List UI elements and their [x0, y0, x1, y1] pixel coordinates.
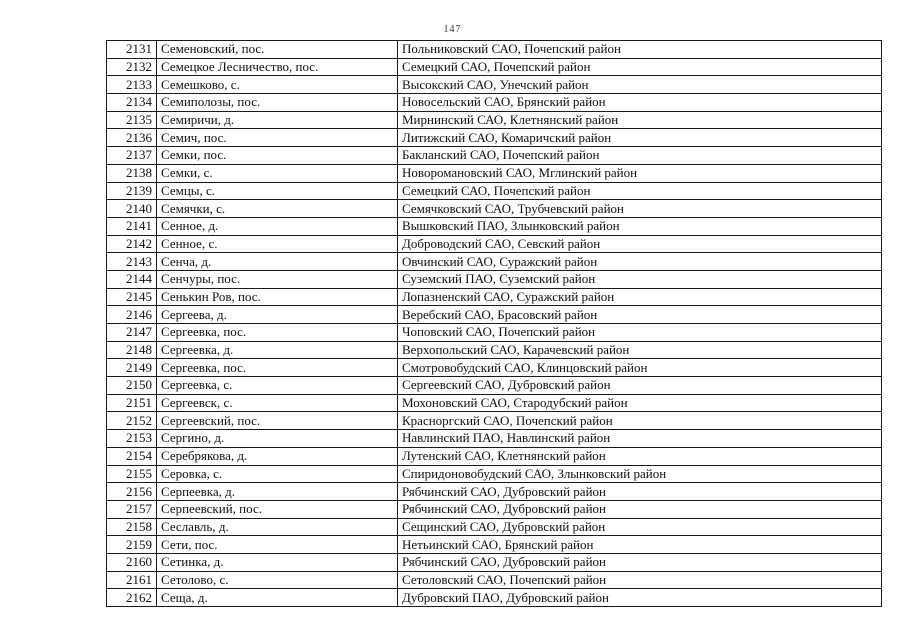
- row-number: 2149: [107, 359, 157, 377]
- table-row: [107, 465, 882, 483]
- settlement-name: Сетолово, с.: [157, 571, 398, 589]
- table-row: [107, 164, 882, 182]
- district-name: Лопазненский САО, Суражский район: [398, 288, 882, 306]
- table-row: [107, 200, 882, 218]
- district-name: Бакланский САО, Почепский район: [398, 147, 882, 165]
- row-number: 2142: [107, 235, 157, 253]
- settlement-name: Сергеевка, пос.: [157, 324, 398, 342]
- table-row: [107, 58, 882, 76]
- row-number: 2148: [107, 341, 157, 359]
- row-number: 2137: [107, 147, 157, 165]
- settlement-name: Сенча, д.: [157, 253, 398, 271]
- settlement-name: Серебрякова, д.: [157, 447, 398, 465]
- district-name: Суземский ПАО, Суземский район: [398, 270, 882, 288]
- row-number: 2151: [107, 394, 157, 412]
- table-row: [107, 76, 882, 94]
- district-name: Сещинский САО, Дубровский район: [398, 518, 882, 536]
- district-name: Мохоновский САО, Стародубский район: [398, 394, 882, 412]
- row-number: 2143: [107, 253, 157, 271]
- settlement-name: Серпеевский, пос.: [157, 500, 398, 518]
- settlement-name: Семячки, с.: [157, 200, 398, 218]
- district-name: Новосельский САО, Брянский район: [398, 94, 882, 112]
- row-number: 2156: [107, 483, 157, 501]
- row-number: 2139: [107, 182, 157, 200]
- row-number: 2152: [107, 412, 157, 430]
- district-name: Литижский САО, Комаричский район: [398, 129, 882, 147]
- table-row: [107, 536, 882, 554]
- district-name: Смотровобудский САО, Клинцовский район: [398, 359, 882, 377]
- table-row: [107, 589, 882, 607]
- table-row: [107, 129, 882, 147]
- table-row: [107, 518, 882, 536]
- page-number: 147: [443, 24, 462, 35]
- table-row: [107, 41, 882, 59]
- row-number: 2134: [107, 94, 157, 112]
- row-number: 2140: [107, 200, 157, 218]
- row-number: 2147: [107, 324, 157, 342]
- settlement-name: Сенькин Ров, пос.: [157, 288, 398, 306]
- district-name: Красноргский САО, Почепский район: [398, 412, 882, 430]
- settlement-name: Сергеевск, с.: [157, 394, 398, 412]
- settlement-name: Сергеевка, д.: [157, 341, 398, 359]
- settlement-name: Семки, с.: [157, 164, 398, 182]
- district-name: Семецкий САО, Почепский район: [398, 182, 882, 200]
- district-name: Семецкий САО, Почепский район: [398, 58, 882, 76]
- row-number: 2150: [107, 377, 157, 395]
- row-number: 2162: [107, 589, 157, 607]
- district-name: Лутенский САО, Клетнянский район: [398, 447, 882, 465]
- district-name: Вышковский ПАО, Злынковский район: [398, 217, 882, 235]
- row-number: 2133: [107, 76, 157, 94]
- district-name: Веребский САО, Брасовский район: [398, 306, 882, 324]
- settlement-name: Сенное, с.: [157, 235, 398, 253]
- table-row: [107, 483, 882, 501]
- district-name: Рябчинский САО, Дубровский район: [398, 553, 882, 571]
- district-name: Навлинский ПАО, Навлинский район: [398, 430, 882, 448]
- district-name: Чоповский САО, Почепский район: [398, 324, 882, 342]
- table-row: [107, 324, 882, 342]
- settlement-name: Семиричи, д.: [157, 111, 398, 129]
- row-number: 2131: [107, 41, 157, 59]
- settlement-name: Семич, пос.: [157, 129, 398, 147]
- settlement-name: Серпеевка, д.: [157, 483, 398, 501]
- settlement-name: Сергино, д.: [157, 430, 398, 448]
- row-number: 2141: [107, 217, 157, 235]
- district-name: Высокский САО, Унечский район: [398, 76, 882, 94]
- settlement-name: Серовка, с.: [157, 465, 398, 483]
- table-row: [107, 553, 882, 571]
- row-number: 2136: [107, 129, 157, 147]
- district-name: Новоромановский САО, Мглинский район: [398, 164, 882, 182]
- table-row: [107, 94, 882, 112]
- table-row: [107, 288, 882, 306]
- table-row: [107, 217, 882, 235]
- table-body: [107, 41, 882, 607]
- row-number: 2138: [107, 164, 157, 182]
- district-name: Спиридоновобудский САО, Злынковский район: [398, 465, 882, 483]
- row-number: 2161: [107, 571, 157, 589]
- district-name: Рябчинский САО, Дубровский район: [398, 483, 882, 501]
- district-name: Рябчинский САО, Дубровский район: [398, 500, 882, 518]
- district-name: Мирнинский САО, Клетнянский район: [398, 111, 882, 129]
- row-number: 2153: [107, 430, 157, 448]
- settlement-name: Сети, пос.: [157, 536, 398, 554]
- table-row: [107, 359, 882, 377]
- table-row: [107, 182, 882, 200]
- district-name: Сергеевский САО, Дубровский район: [398, 377, 882, 395]
- district-name: Сетоловский САО, Почепский район: [398, 571, 882, 589]
- row-number: 2144: [107, 270, 157, 288]
- settlement-name: Сетинка, д.: [157, 553, 398, 571]
- district-name: Семячковский САО, Трубчевский район: [398, 200, 882, 218]
- settlement-name: Сергеевка, с.: [157, 377, 398, 395]
- table-row: [107, 235, 882, 253]
- table-row: [107, 377, 882, 395]
- settlement-name: Сергеевка, пос.: [157, 359, 398, 377]
- row-number: 2160: [107, 553, 157, 571]
- row-number: 2159: [107, 536, 157, 554]
- district-name: Овчинский САО, Суражский район: [398, 253, 882, 271]
- row-number: 2146: [107, 306, 157, 324]
- settlement-name: Сергеевский, пос.: [157, 412, 398, 430]
- row-number: 2155: [107, 465, 157, 483]
- settlement-name: Сенчуры, пос.: [157, 270, 398, 288]
- district-name: Нетьинский САО, Брянский район: [398, 536, 882, 554]
- table-row: [107, 341, 882, 359]
- row-number: 2145: [107, 288, 157, 306]
- settlement-name: Семецкое Лесничество, пос.: [157, 58, 398, 76]
- settlement-name: Семки, пос.: [157, 147, 398, 165]
- table-row: [107, 571, 882, 589]
- settlement-name: Сеща, д.: [157, 589, 398, 607]
- settlement-name: Сергеева, д.: [157, 306, 398, 324]
- settlements-table: [106, 40, 882, 607]
- table-row: [107, 500, 882, 518]
- district-name: Польниковский САО, Почепский район: [398, 41, 882, 59]
- settlement-name: Семешково, с.: [157, 76, 398, 94]
- table-row: [107, 253, 882, 271]
- settlement-name: Семцы, с.: [157, 182, 398, 200]
- settlement-name: Семиполозы, пос.: [157, 94, 398, 112]
- district-name: Дубровский ПАО, Дубровский район: [398, 589, 882, 607]
- row-number: 2132: [107, 58, 157, 76]
- row-number: 2135: [107, 111, 157, 129]
- row-number: 2158: [107, 518, 157, 536]
- table-row: [107, 394, 882, 412]
- table-row: [107, 270, 882, 288]
- district-name: Верхопольский САО, Карачевский район: [398, 341, 882, 359]
- table-row: [107, 430, 882, 448]
- settlement-name: Сенное, д.: [157, 217, 398, 235]
- row-number: 2157: [107, 500, 157, 518]
- settlement-name: Сеславль, д.: [157, 518, 398, 536]
- settlement-name: Семеновский, пос.: [157, 41, 398, 59]
- table-row: [107, 147, 882, 165]
- table-row: [107, 306, 882, 324]
- district-name: Доброводский САО, Севский район: [398, 235, 882, 253]
- table-row: [107, 111, 882, 129]
- table-row: [107, 412, 882, 430]
- table-row: [107, 447, 882, 465]
- row-number: 2154: [107, 447, 157, 465]
